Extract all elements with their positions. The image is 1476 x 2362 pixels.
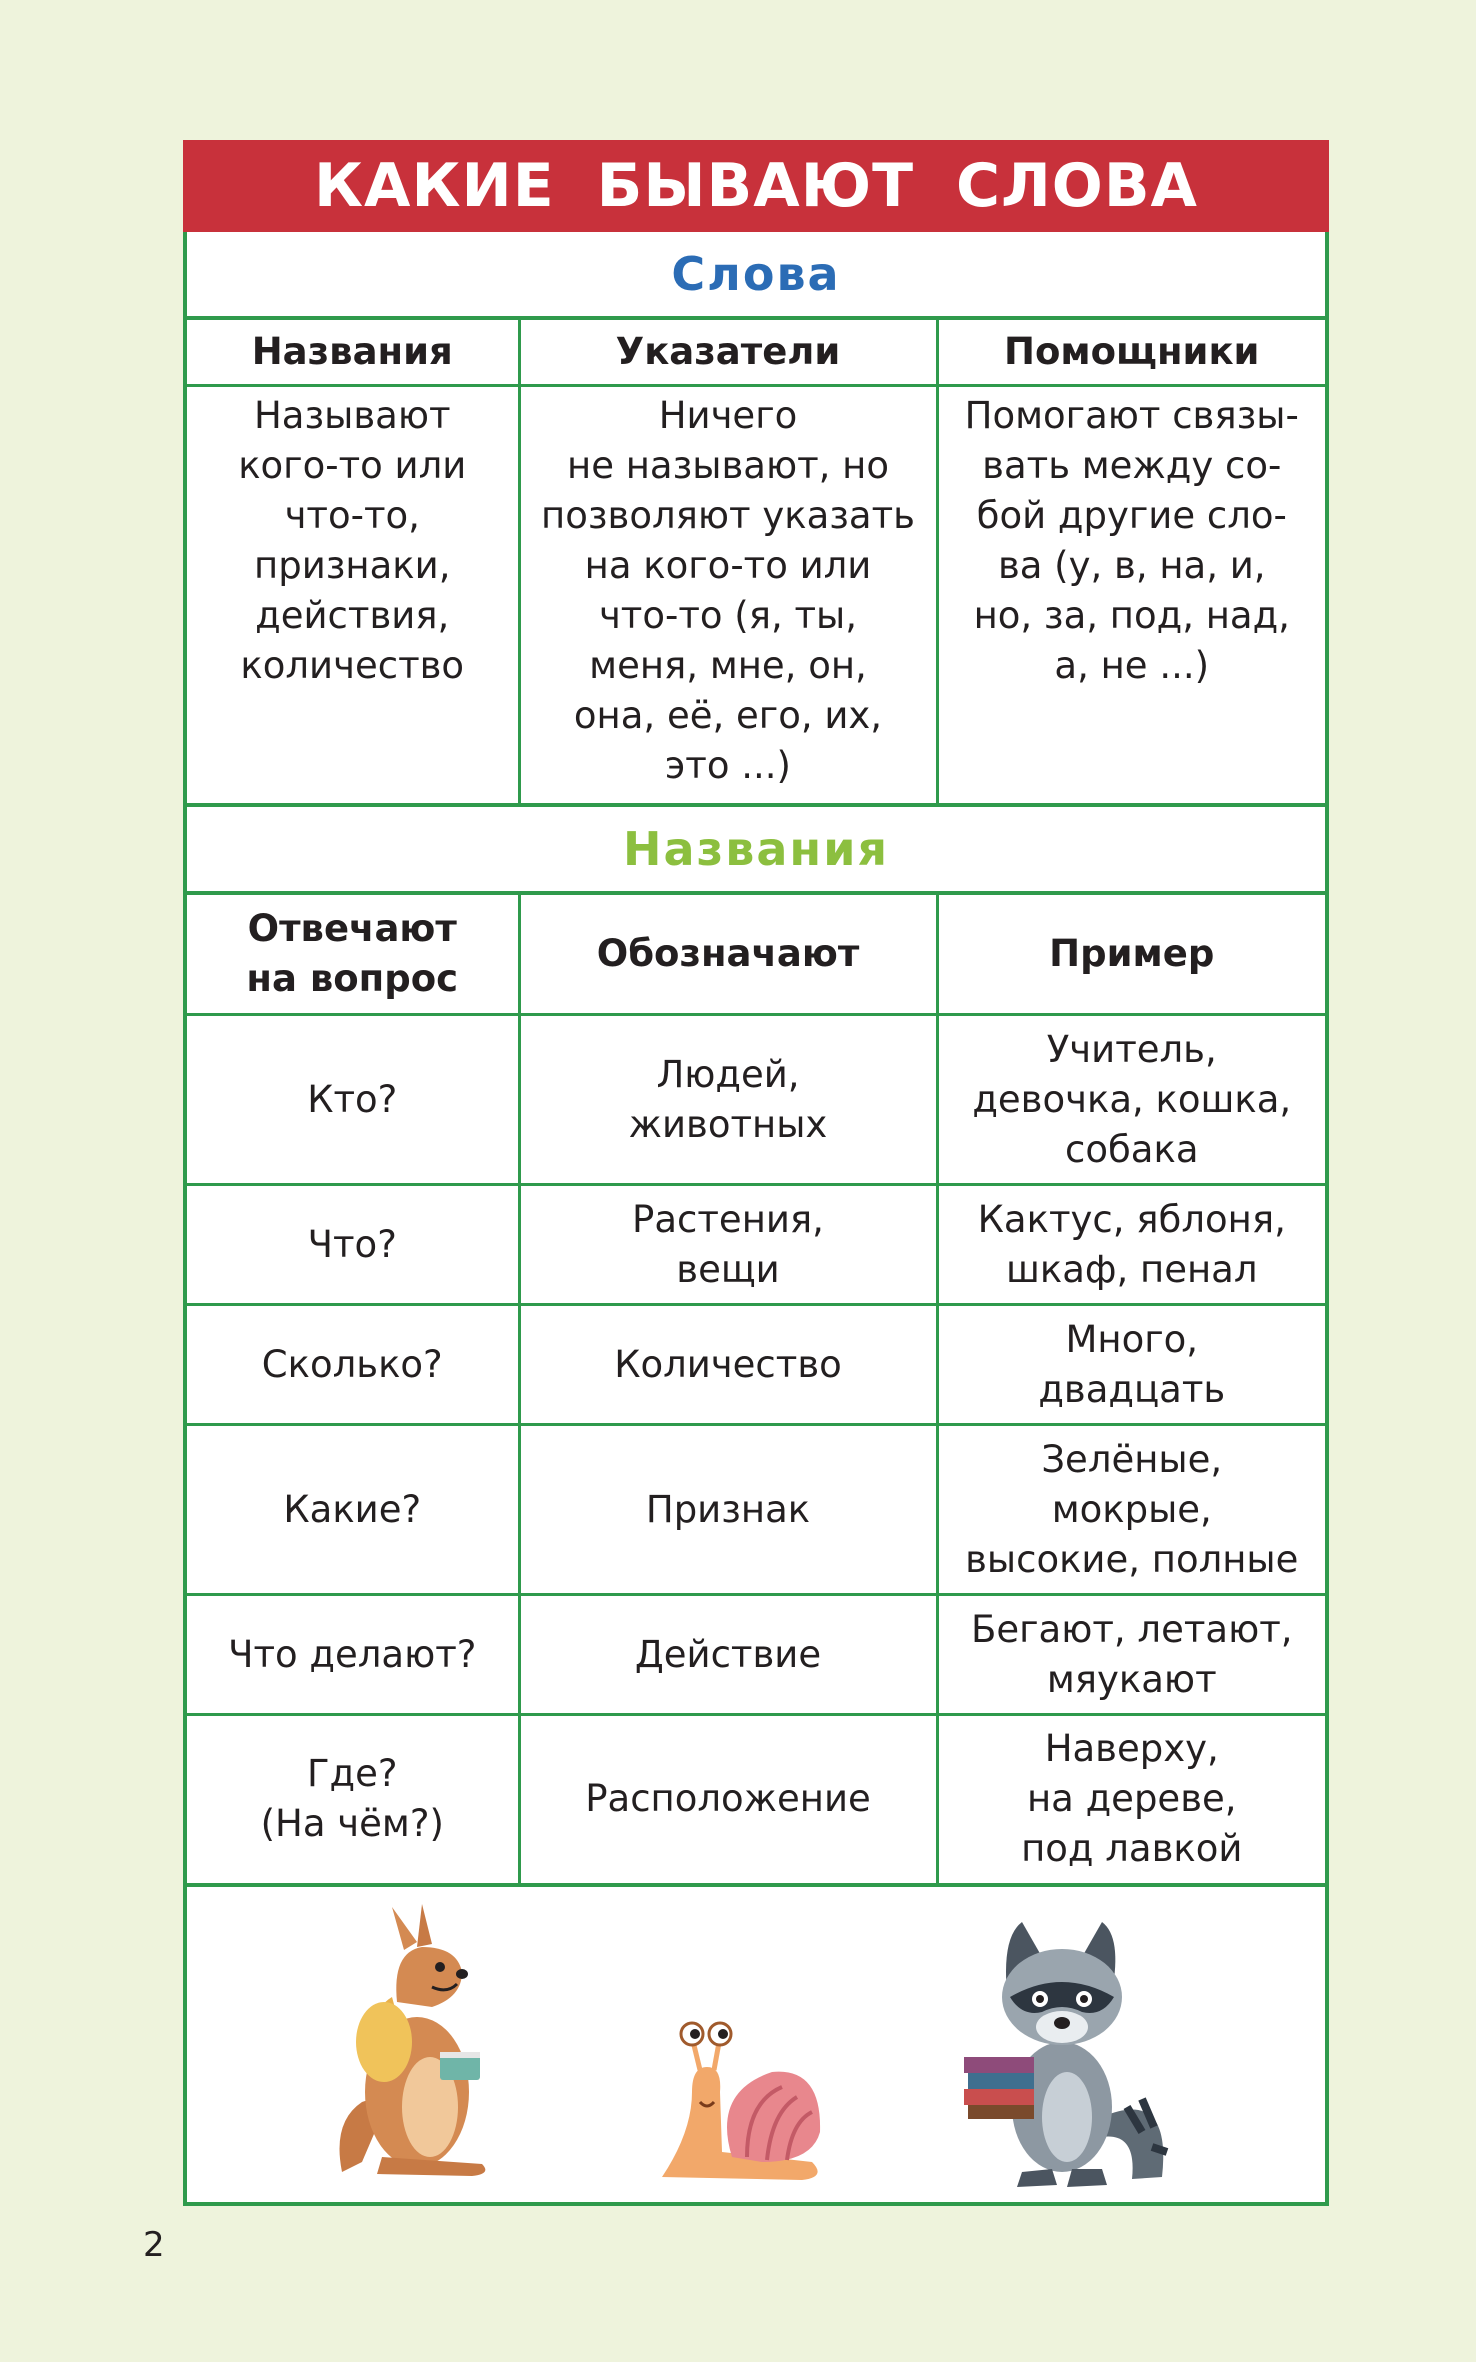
table-row-example bbox=[937, 1015, 1325, 1185]
names-table bbox=[187, 895, 1325, 1887]
section-heading-words: Слова bbox=[187, 232, 1325, 320]
table-row-meaning bbox=[519, 1715, 937, 1885]
table-row-meaning bbox=[519, 1595, 937, 1715]
snail-illustration bbox=[652, 2012, 842, 2187]
cell-line: Признак bbox=[645, 1487, 811, 1531]
cell-line: количество bbox=[240, 644, 465, 687]
table-row-example bbox=[937, 1425, 1325, 1595]
cell-line: что-то, bbox=[284, 494, 420, 537]
section-heading-names: Названия bbox=[187, 803, 1325, 895]
header-meaning bbox=[519, 895, 937, 1015]
illustration-area bbox=[187, 1887, 1325, 2202]
cell-line: шкаф, пенал bbox=[1005, 1247, 1258, 1291]
cell-line: Зелёные, bbox=[1041, 1437, 1223, 1481]
cell-line: мокрые, bbox=[1051, 1487, 1212, 1531]
cell-line: не называют, но bbox=[567, 444, 889, 487]
table-row-question bbox=[187, 1715, 519, 1885]
table-row-example bbox=[937, 1185, 1325, 1305]
cell-line: Много, bbox=[1065, 1317, 1199, 1361]
cell-line: высокие, полные bbox=[965, 1537, 1299, 1581]
cell-line: Учитель, bbox=[1046, 1027, 1217, 1071]
cell-line: Кто? bbox=[307, 1077, 398, 1121]
cell-names-desc bbox=[187, 386, 519, 804]
header-question bbox=[187, 895, 519, 1015]
cell-line: Отвечают bbox=[247, 907, 457, 950]
header-example bbox=[937, 895, 1325, 1015]
header-names: Названия bbox=[187, 320, 519, 386]
header-pointers: Указатели bbox=[519, 320, 937, 386]
table-row-example bbox=[937, 1595, 1325, 1715]
cell-line: бой другие сло- bbox=[976, 494, 1287, 537]
table-row-meaning bbox=[519, 1305, 937, 1425]
cell-line: Ничего bbox=[658, 394, 798, 437]
cell-line: Пример bbox=[1049, 932, 1215, 975]
cell-line: но, за, под, над, bbox=[973, 594, 1290, 637]
table-row-example bbox=[937, 1305, 1325, 1425]
cell-line: признаки, bbox=[254, 544, 451, 587]
cell-line: а, не ...) bbox=[1054, 644, 1210, 687]
cell-line: действия, bbox=[255, 594, 450, 637]
table-row-question bbox=[187, 1185, 519, 1305]
cell-line: Растения, bbox=[632, 1197, 824, 1241]
cell-line: ва (у, в, на, и, bbox=[997, 544, 1266, 587]
cell-line: Называют bbox=[253, 394, 451, 437]
cell-line: Сколько? bbox=[261, 1342, 443, 1386]
cell-line: Что делают? bbox=[228, 1632, 477, 1676]
cell-line: на кого-то или bbox=[584, 544, 872, 587]
cell-line: (На чём?) bbox=[260, 1802, 444, 1846]
cell-line: животных bbox=[628, 1102, 828, 1146]
cell-pointers-desc bbox=[519, 386, 937, 804]
cell-line: Кактус, яблоня, bbox=[977, 1197, 1286, 1241]
cell-line: Действие bbox=[634, 1632, 822, 1676]
cell-line: Что? bbox=[307, 1222, 397, 1266]
table-row-question bbox=[187, 1425, 519, 1595]
cell-line: позволяют указать bbox=[541, 494, 915, 537]
cell-line: она, её, его, их, bbox=[573, 694, 883, 737]
kangaroo-illustration bbox=[322, 1902, 522, 2192]
cell-line: девочка, кошка, bbox=[972, 1077, 1292, 1121]
cell-line: на дереве, bbox=[1026, 1777, 1237, 1821]
table-row-example bbox=[937, 1715, 1325, 1885]
cell-line: Какие? bbox=[283, 1487, 422, 1531]
table-row-question bbox=[187, 1305, 519, 1425]
cell-line: под лавкой bbox=[1021, 1827, 1243, 1871]
table-row-meaning bbox=[519, 1185, 937, 1305]
chart-sheet bbox=[183, 140, 1329, 2206]
raccoon-illustration bbox=[962, 1917, 1182, 2192]
cell-line: собака bbox=[1065, 1127, 1199, 1171]
cell-line: Помогают связы- bbox=[964, 394, 1299, 437]
cell-line: Бегают, летают, bbox=[970, 1607, 1293, 1651]
table-row-question bbox=[187, 1595, 519, 1715]
cell-helpers-desc bbox=[937, 386, 1325, 804]
cell-line: что-то (я, ты, bbox=[598, 594, 858, 637]
cell-line: это ...) bbox=[665, 744, 791, 787]
cell-line: вещи bbox=[676, 1247, 780, 1291]
cell-line: кого-то или bbox=[238, 444, 467, 487]
cell-line: двадцать bbox=[1038, 1367, 1226, 1411]
cell-line: меня, мне, он, bbox=[589, 644, 867, 687]
cell-line: Количество bbox=[614, 1342, 842, 1386]
cell-line: Где? bbox=[306, 1752, 398, 1796]
table-row-meaning bbox=[519, 1015, 937, 1185]
cell-line: вать между со- bbox=[982, 444, 1282, 487]
table-row-question bbox=[187, 1015, 519, 1185]
cell-line: Обозначают bbox=[596, 932, 860, 975]
page-number: 2 bbox=[143, 2225, 165, 2265]
cell-line: Людей, bbox=[656, 1052, 800, 1096]
cell-line: Наверху, bbox=[1044, 1727, 1219, 1771]
cell-line: на вопрос bbox=[246, 957, 459, 1000]
cell-line: Расположение bbox=[585, 1777, 871, 1821]
header-helpers: Помощники bbox=[937, 320, 1325, 386]
words-table bbox=[187, 320, 1325, 803]
table-row-meaning bbox=[519, 1425, 937, 1595]
cell-line: мяукают bbox=[1046, 1657, 1217, 1701]
page-title: КАКИЕ БЫВАЮТ СЛОВА bbox=[183, 140, 1329, 232]
